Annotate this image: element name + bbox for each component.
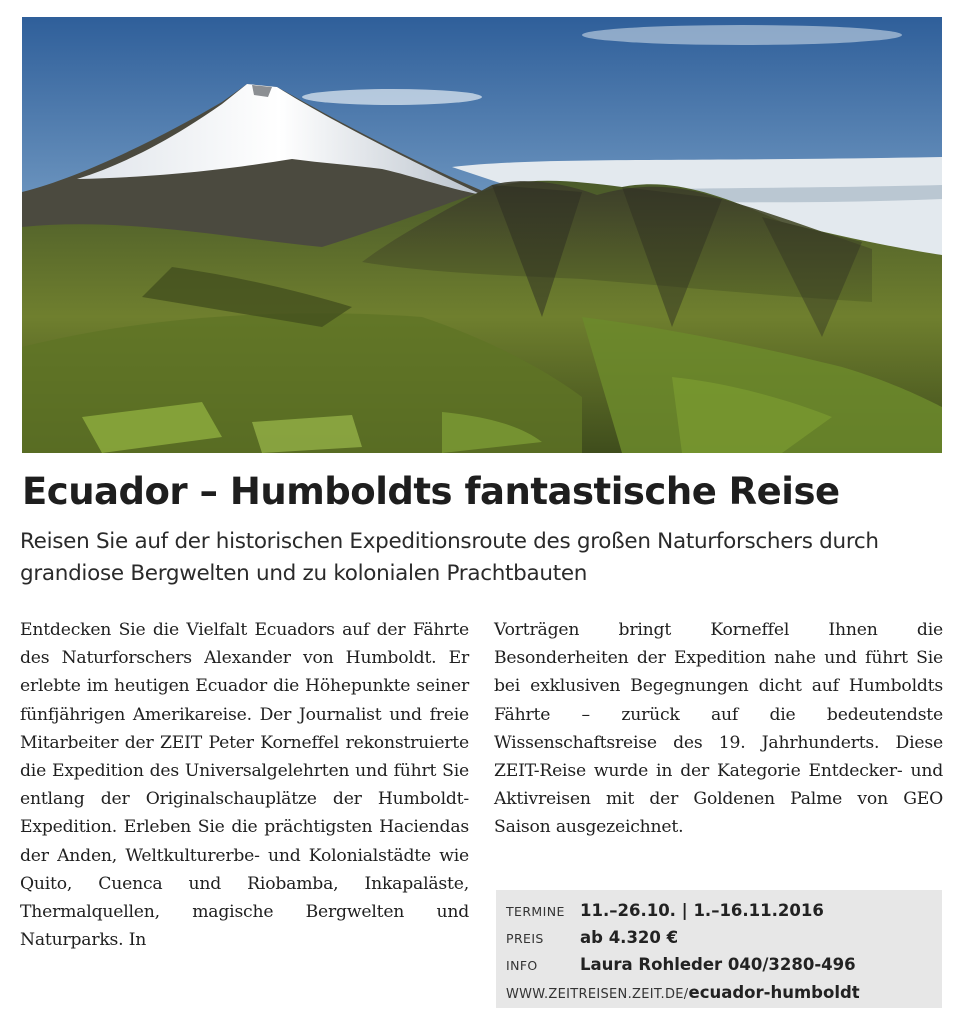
landscape-illustration	[22, 17, 942, 453]
travel-info-box	[496, 890, 942, 1008]
termine-label: TERMINE	[506, 904, 565, 919]
preis-value: ab 4.320 €	[580, 928, 679, 947]
url-prefix: WWW.ZEITREISEN.ZEIT.DE/	[506, 987, 689, 1002]
url-slug: ecuador-humboldt	[688, 983, 860, 1002]
article-headline: Ecuador – Humboldts fantastische Reise	[22, 470, 840, 513]
hero-photo-cotopaxi-volcano	[22, 17, 942, 453]
termine-row	[506, 898, 824, 924]
article-subheadline: Reisen Sie auf der historischen Expeditionsroute des großen Naturforschers durch grandiose Bergwelten und zu kolonialen Prachtbauten	[20, 529, 879, 586]
info-label: INFO	[506, 958, 538, 973]
body-text-column-right: Vorträgen bringt Korneffel Ihnen die Besonderheiten der Expedition nahe und führt Sie bei exklusiven Begegnungen dicht auf Humboldts Fährte – zurück auf die bedeutendste Wissenschaftsreise des 19. Jahrhunderts. Diese ZEIT-Reise wurde in der Kategorie Entdecker- und Aktivreisen mit der Goldenen Palme von GEO Saison ausgezeichnet.	[494, 620, 943, 838]
info-row	[506, 952, 856, 978]
info-contact-value: Laura Rohleder 040/3280-496	[580, 955, 856, 974]
preis-row	[506, 925, 678, 951]
body-text-column-left: Entdecken Sie die Vielfalt Ecuadors auf der Fährte des Naturforschers Alexander von Humboldt. Er erlebte im heutigen Ecuador die Höhepunkte seiner fünfjährigen Amerikareise. Der Journalist und freie Mitarbeiter der ZEIT Peter Korneffel rekonstruierte die Expedition des Universalgelehrten und führt Sie entlang der Originalschauplätze der Humboldt-Expedition. Erleben Sie die prächtigsten Haciendas der Anden, Weltkulturerbe- und Kolonialstädte wie Quito, Cuenca und Riobamba, Inkapaläste, Thermalquellen, magische Bergwelten und Naturparks. In	[20, 620, 469, 951]
website-link[interactable]	[506, 980, 860, 1008]
termine-value: 11.–26.10. | 1.–16.11.2016	[580, 901, 824, 920]
preis-label: PREIS	[506, 931, 544, 946]
